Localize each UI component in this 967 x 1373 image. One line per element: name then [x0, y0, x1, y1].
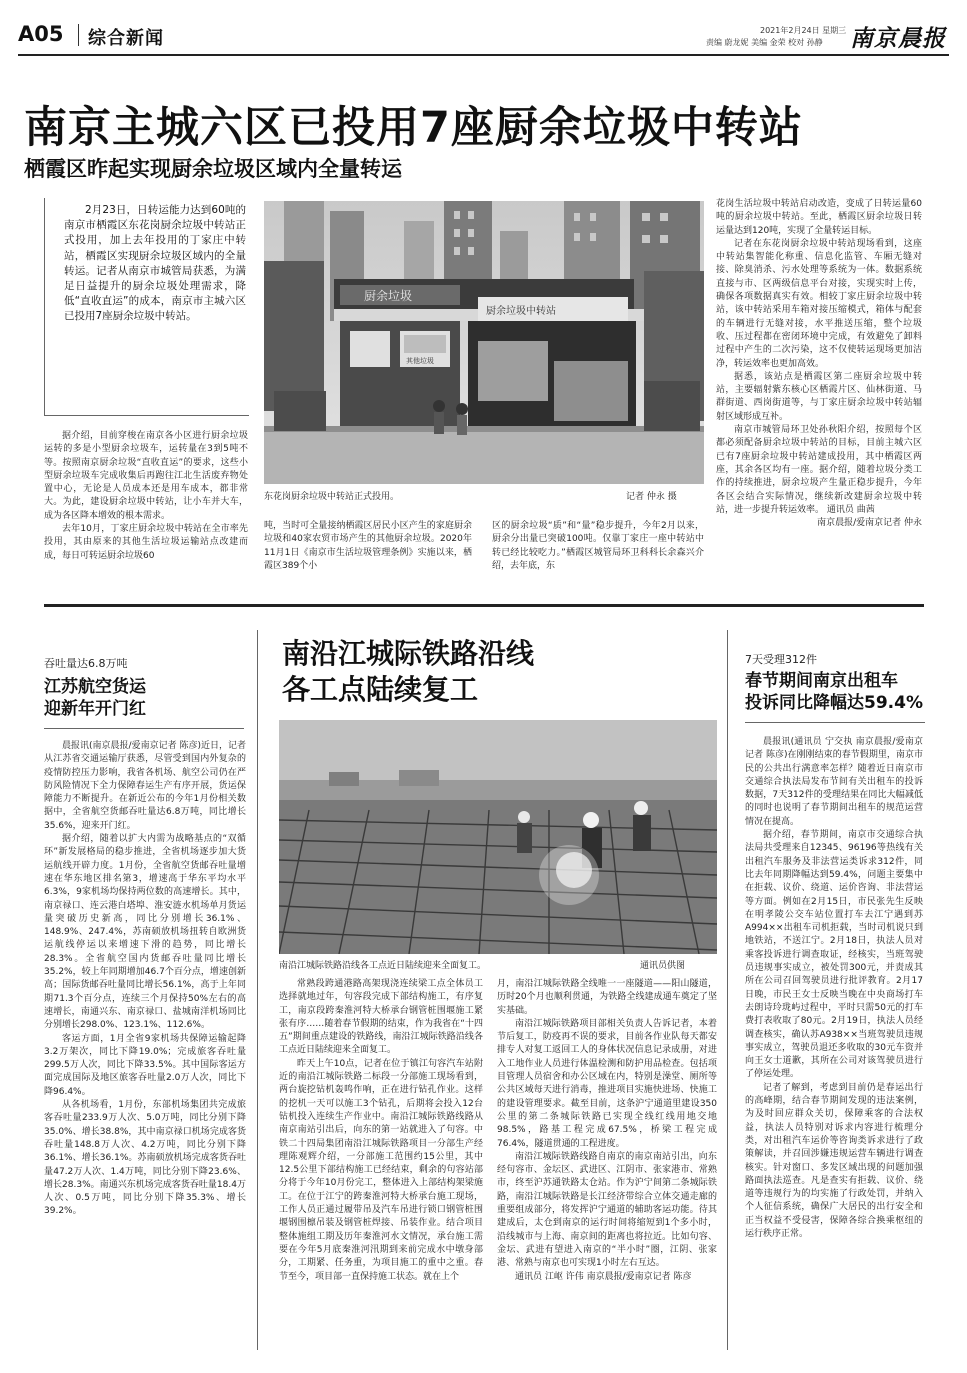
cargo-title-rule [44, 728, 244, 729]
railway-para: 昨天上午10点，记者在位于镇江句容汽车站附近的南沿江城际铁路二标段一分部施工现场看到，两台旋挖钻机轰鸣作响，正在进行钻孔作业。这样的挖机一天可以施工3个钻孔，后期将会投入12台钻机投入连续生产作业中。南沿江城际铁路线路从南京南站引出后，向东的第一站就进入了句容。中铁二十四局集团南沿江城际铁路项目一分部生产经理陈观辉介绍，一分部施工范围约15公里，其中12.5公里下部结构施工已经结束，剩余的句容站部分将于今年10月份完工，整体进入上部结构架梁施工。在位于江宁的跨秦淮河特大桥承台施工现场，工作人员正通过履带吊及汽车吊进行锁口钢管桩围堰钢围檩吊装及钢管桩焊接、吊装作业。结合项目整体施组工期及历年秦淮河水文情况，承台施工需要在今年5月底秦淮河汛期到来前完成水中墩身部分，工期紧、任务重，为项目施工的重中之重。春节至今，项目部一直保持施工状态。就在上个 [279, 1058, 483, 1282]
column-rule-right [727, 630, 728, 1350]
lead-byline: 南京晨报/爱南京记者 仲永 [817, 518, 922, 529]
lead-col-2-para: 吨，当时可全量接纳栖霞区居民小区产生的家庭厨余垃圾和40家农贸市场产生的其他厨余垃圾。2020年11月1日《南京市生活垃圾管理条例》实施以来，栖霞区389个小 [264, 521, 472, 571]
taxi-title-line-1: 春节期间南京出租车 [745, 671, 898, 691]
taxi-para: 据介绍，春节期间，南京市交通综合执法局共受理来自12345、96196等热线有关出租汽车服务及非法营运类诉求312件，同比去年同期降幅达到59.4%，问题主要集中在拒载、议价、绕道、运价咨询、非法营运等方面。例如在2月15日，市民张先生反映在明孝陵公交车站位置打车去江宁遇到苏A994××出租车司机拒载，当时司机说只到地铁站，不送江宁。2月18日，执法人员对乘客投诉进行调查取证，经核实，当班驾驶员违规事实成立，被处罚300元，并责成其所在公司召回驾驶员进行批评教育。2月17日晚，市民王女士反映当晚在中央商场打车去朗诗玲珑屿过程中，平时只需50元的打车费打表收取了80元。2月19日，执法人员经调查核实，确认苏A938××当班驾驶员违规事实成立，驾驶员退还多收取的30元车资并向王女士道歉，其所在公司对该驾驶员进行了停运处理。 [745, 830, 923, 1080]
garbage-station-illustration [264, 201, 704, 484]
column-rule-left [257, 630, 258, 1350]
lead-col-4-para: 记者在东花岗厨余垃圾中转站现场看到，这座中转站集智能化称重、信息化监管、车厢无缝对接、除臭消杀、污水处理等系统为一体。数据系统直接与市、区两级信息平台对接，实现实时上传，确保各项数据真实有效。相较丁家庄厨余垃圾中转站，该中转站采用车箱对接压缩模式，箱体与配套的车辆进行无缝对接，水平推送压缩，整个垃圾收、压过程都在密闭环境中完成，有效避免了卸料过程中产生的二次污染，这不仅使转运现场更加洁净，转运效率也更加高效。 [716, 238, 922, 369]
railway-title-line-1: 南沿江城际铁路沿线 [282, 637, 535, 670]
taxi-title-rule [745, 722, 925, 723]
railway-title-line-2: 各工点陆续复工 [282, 673, 479, 706]
lead-col-2 [264, 520, 472, 573]
cargo-para: 据介绍，随着以扩大内需为战略基点的“双循环”新发展格局的稳步推进，全省机场逐步加大货运航线开辟力度。1月份，全省航空货邮吞吐量增速在华东地区排名第3，增速高于华东平均水平6.3%，9家机场均保持两位数的高速增长。其中，南京禄口、连云港白塔埠、淮安涟水机场单月货运量突破历史新高，同比分别增长36.1%、148.9%、247.4%，苏南硕放机场扭转自欧洲货运航线停运以来增速下滑的趋势，同比增长28.3%。全省航空国内货邮吞吐量同比增长35.2%，较上年同期增加46.7个百分点，增速创新高；国际货邮吞吐量同比增长56.1%，高于上年同期71.3个百分点，连续三个月保持50%左右的高速增长，南通兴东、南京禄口、盐城南洋机场同比分别增长298.0%、123.1%、112.6%。 [44, 834, 246, 1031]
lead-col-4-para: 花岗生活垃圾中转站启动改造，变成了日转运量60吨的厨余垃圾中转站。至此，栖霞区厨余垃圾日转运量达到120吨，实现了全量转运目标。 [716, 199, 922, 236]
lead-photo [264, 201, 704, 484]
cargo-kicker: 吞吐量达6.8万吨 [44, 657, 128, 670]
railway-photo-caption: 南沿江城际铁路沿线各工点近日陆续迎来全面复工。 [279, 961, 487, 971]
lead-col-1-para: 去年10月，丁家庄厨余垃圾中转站在全市率先投用，其由原来的其他生活垃圾运输站点改建而成，每日可转运厨余垃圾60 [44, 524, 248, 561]
railway-col-2 [497, 978, 717, 1284]
lead-col-1-para: 据介绍，目前穿梭在南京各小区进行厨余垃圾运转的多是小型厨余垃圾车，运转量在3到5吨不等。按照南京厨余垃圾“直收直运”的要求，这些小型厨余垃圾车完成收集后再跑往江北生活废弃物处置中心，无论是人员成本还是用车成本，都非常大。为此，建设厨余垃圾中转站，让小车并大车，成为各区降本增效的根本需求。 [44, 431, 248, 521]
lead-photo-credit: 记者 仲永 摄 [626, 492, 677, 502]
cargo-title-line-2: 迎新年开门红 [44, 699, 146, 719]
lead-col-3-para: 区的厨余垃圾“质”和“量”稳步提升，今年2月以来，厨余分出量已突破100吨。仅靠丁家庄一座中转站中转已经比较吃力。”栖霞区城管局环卫科科长余森兴介绍，去年底，东 [492, 521, 704, 571]
lead-col-4 [716, 198, 922, 530]
cargo-title-line-1: 江苏航空货运 [44, 677, 146, 697]
railway-para: 月，南沿江城际铁路全线唯一一座隧道——阳山隧道，历时20个月也顺利贯通，为铁路全线建成通车奠定了坚实基础。 [497, 979, 717, 1016]
cargo-body [44, 740, 246, 1219]
railway-para: 南沿江城际铁路线路自南京的南京南站引出，向东经句容市、金坛区、武进区、江阴市、张家港市、常熟市，终至沪苏通铁路太仓站。作为沪宁间第二条城际铁路，南沿江城际铁路是长江经济带综合立体交通走廊的重要组成部分，将发挥沪宁通道的辅助客运功能。待其建成后，太仓到南京的运行时间将缩短到1个多小时，沿线城市与上海、南京间的距离也将拉近。比如句容、金坛、武进有望进入南京的“半小时”圈，江阴、张家港、常熟与南京也可实现1小时左右互达。 [497, 1151, 717, 1269]
lead-headline: 南京主城六区已投用7座厨余垃圾中转站 [24, 103, 803, 153]
lead-intro-text: 2月23日，日转运能力达到60吨的南京市栖霞区东花岗厨余垃圾中转站正式投用，加上去年投用的丁家庄中转站，栖霞区实现厨余垃圾区域内的全量转运。记者从南京市城管局获悉，为满足日益提升的厨余垃圾处理需求，降低“直收直运”的成本，南京市主城六区已投用7座厨余垃圾中转站。 [64, 204, 246, 323]
station-bin-label: 其他垃圾 [406, 357, 434, 365]
header-divider [78, 24, 79, 46]
railway-para: 常熟段跨通港路高架现浇连续梁工点全体员工选择就地过年，句容段完成下部结构施工，有序复工，南京段跨秦淮河特大桥承台钢管桩围堰施工紧张有序……随着春节假期的结束，作为我省在“十四五”期间重点建设的铁路线，南沿江城际铁路沿线各工点近日陆续迎来全面复工。 [279, 979, 483, 1056]
header-rule [18, 54, 949, 56]
editors-line: 责编 蔚龙妮 美编 金荣 校对 孙静 [706, 38, 823, 47]
taxi-para: 记者了解到，考虑到目前仍是春运出行的高峰期，结合春节期间发现的违法案例，为及时回应群众关切，保障乘客的合法权益，执法人员特别对诉求内容进行梳理分类，对出租汽车运价等咨询类诉求进行了政策解读，并召回涉嫌违规运营车辆进行调查核实。针对窗口、多发区域出现的问题加强路面执法巡查。凡是查实有拒载、议价、绕道等违规行为的均实施了行政处罚，并纳入个人征信系统，确保广大居民的出行安全和正当权益不受侵害，保障各综合换乘枢纽的运行秩序正常。 [745, 1082, 923, 1239]
railway-para: 南沿江城际铁路项目部相关负责人告诉记者，本着节后复工，防疫再不误的要求，目前各作业队每天都安排专人对复工返回工人的身体状况信息记录成册，对进入工地作业人员进行体温检测和防护用品检查。包括项目管理人员宿舍和办公区域在内，特别是澡堂、厕所等公共区域每天进行消毒，推进项目实施快进场、快施工的建设管理要求。截至目前，这条沪宁通道里建设350公里的第二条城际铁路已实现全线红线用地交地98.5%，路基工程完成67.5%，桥梁工程完成76.4%，隧道贯通的工程进度。 [497, 1018, 717, 1149]
cargo-para: 晨报讯(南京晨报/爱南京记者 陈彦)近日，记者从江苏省交通运输厅获悉，尽管受到国内外复杂的疫情防控压力影响，我省各机场、航空公司仍在严防风险情况下全力保障春运生产有序开展，货运保障能力不断提升。在新近公布的今年1月份相关数据中，全省航空货邮吞吐量达6.8万吨，同比增长35.6%，迎来开门红。 [44, 741, 246, 831]
lead-col-3 [492, 520, 704, 573]
taxi-title-line-2: 投诉同比降幅达59.4% [745, 693, 923, 713]
lead-col-4-para: 南京市城管局环卫处孙秋阳介绍，按照每个区都必须配备厨余垃圾中转站的目标，目前主城六区已有7座厨余垃圾中转站建成投用，其中栖霞区两座，其余各区均有一座。据介绍，随着垃圾分类工作的持续推进，厨余垃圾产生量正稳步提升，今年各区会结合实际情况，继续新改建厨余垃圾中转站，进一步提升转运效率。 通讯员 曲茜 [716, 425, 922, 515]
railway-photo-credit: 通讯员供图 [640, 961, 686, 971]
cargo-para: 客运方面，1月全省9家机场共保障运输起降3.2万架次，同比下降19.0%；完成旅客吞吐量299.5万人次，同比下降33.5%。其中国际客运方面完成国际及地区旅客吞吐量2.0万人次，同比下降96.4%。 [44, 1033, 246, 1097]
date-line: 2021年2月24日 星期三 [760, 26, 847, 35]
section-name: 综合新闻 [88, 28, 164, 49]
taxi-kicker: 7天受理312件 [745, 653, 817, 666]
railway-col-1 [279, 978, 483, 1284]
taxi-para: 晨报讯(通讯员 宁交执 南京晨报/爱南京记者 陈彦)在刚刚结束的春节假期里，南京市民的公共出行满意率怎样？随着近日南京市交通综合执法局发布节间有关出租车的投诉数据，7天312件的受理结果在同比大幅减低的同时也说明了春节期间出租车的规范运营情况在提高。 [745, 737, 923, 827]
lead-photo-caption: 东花岗厨余垃圾中转站正式投用。 [264, 492, 400, 502]
lead-intro-rule [44, 198, 45, 416]
taxi-body [745, 736, 923, 1241]
station-sign-left: 厨余垃圾 [364, 289, 413, 303]
page-number: A05 [18, 22, 64, 46]
cargo-para: 从各机场看，1月份，东部机场集团共完成旅客吞吐量233.9万人次、5.0万吨，同比分别下降35.0%、增长38.8%，其中南京禄口机场完成客货吞吐量148.8万人次、4.2万吨，同比分别下降36.1%、增长36.1%。苏南硕放机场完成客货吞吐量47.2万人次、1.4万吨，同比分别下降23.6%、增长28.3%。南通兴东机场完成客货吞吐量18.4万人次、0.5万吨，同比分别下降35.3%、增长39.2%。 [44, 1100, 246, 1217]
railway-photo [279, 720, 717, 954]
railway-byline: 通讯员 江岖 许伟 南京晨报/爱南京记者 陈彦 [515, 1271, 692, 1282]
lead-col-4-para: 据悉，该站点是栖霞区第二座厨余垃圾中转站，主要辐射紫东核心区栖霞片区、仙林街道、马群街道、西岗街道等，与丁家庄厨余垃圾中转站辐射区域形成互补。 [716, 371, 922, 422]
construction-site-illustration [279, 720, 717, 954]
lead-subheadline: 栖霞区昨起实现厨余垃圾区域内全量转运 [24, 157, 402, 181]
masthead-logo: 南京晨报 [850, 25, 946, 52]
lead-intro [64, 203, 246, 325]
station-sign-right: 厨余垃圾中转站 [486, 306, 556, 317]
section-separator [44, 604, 924, 607]
lead-intro-bottom-rule [44, 415, 249, 416]
lead-col-1 [44, 430, 248, 563]
